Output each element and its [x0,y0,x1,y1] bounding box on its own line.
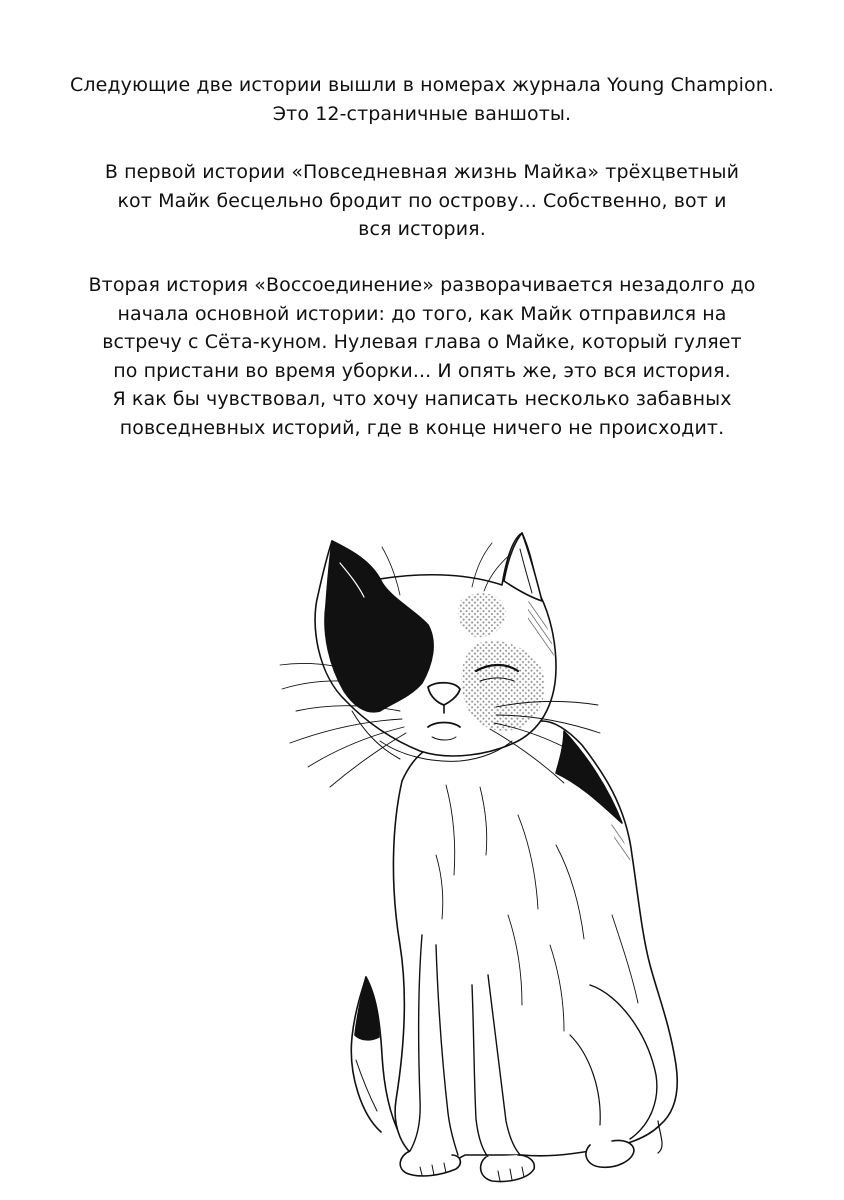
paragraph-first-story [60,158,784,244]
paragraph-second-story [60,271,784,442]
paragraph-intro [60,71,784,128]
text-line: встречу с Сёта-куном. Нулевая глава о Майке, который гуляет [102,331,742,353]
text-line: повседневных историй, где в конце ничего не происходит. [119,416,725,439]
text-line: В первой истории «Повседневная жизнь Майка» трёхцветный [104,161,740,183]
text-line: Следующие две истории вышли в номерах журнала Young Champion. [69,74,774,96]
calico-cat-illustration [260,515,800,1195]
text-line: начала основной истории: до того, как Майк отправился на [117,302,727,325]
text-line: Вторая история «Воссоединение» разворачивается незадолго до [88,274,756,296]
text-line: кот Майк бесцельно бродит по острову... Собственно, вот и [117,189,727,212]
text-line: Это 12-страничные ваншоты. [272,102,572,125]
text-line: вся история. [358,218,486,240]
text-line: по пристани во время уборки... И опять же, это вся история. [113,359,731,382]
text-line: Я как бы чувствовал, что хочу написать несколько забавных [112,388,732,410]
